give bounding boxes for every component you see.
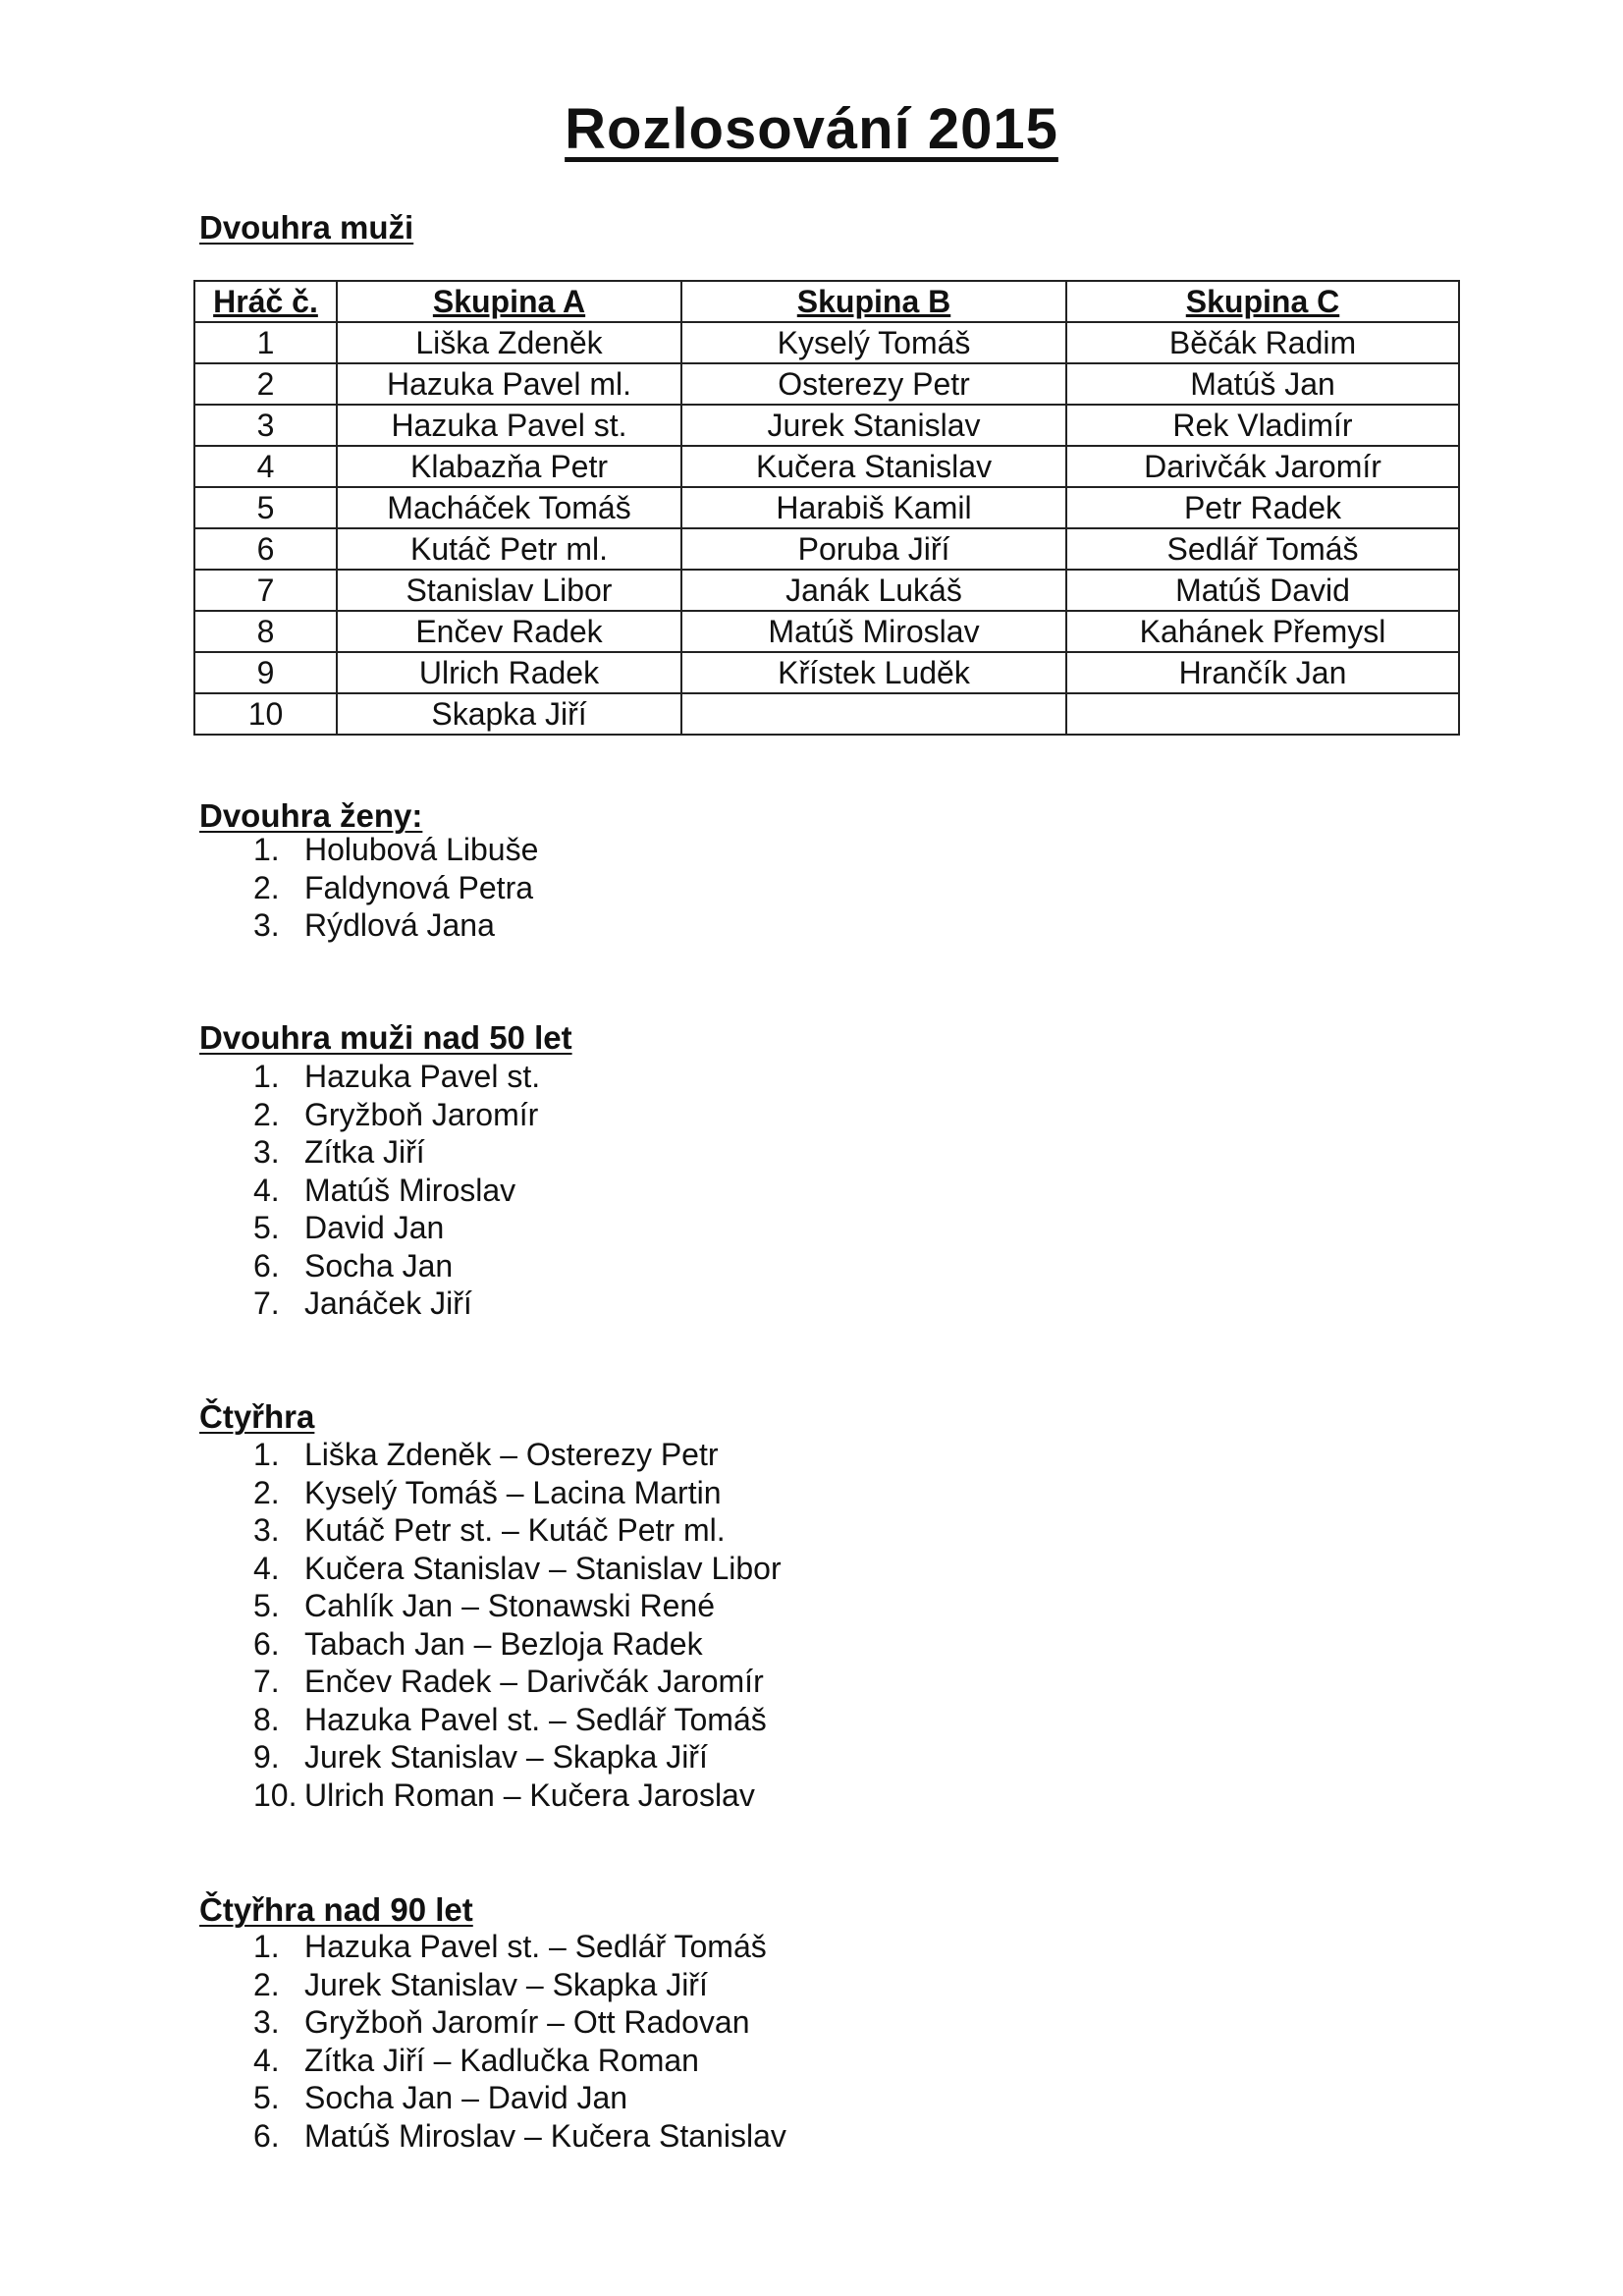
list-item-name: Zítka Jiří – Kadlučka Roman — [304, 2042, 699, 2078]
list-item-name: Jurek Stanislav – Skapka Jiří — [304, 1739, 708, 1775]
list-item-name: Cahlík Jan – Stonawski René — [304, 1588, 715, 1623]
list-item-name: Matúš Miroslav — [304, 1172, 516, 1208]
player-name-cell: Ulrich Radek — [337, 652, 681, 693]
table-header-row — [194, 281, 1459, 322]
list-item-number: 6. — [253, 1247, 280, 1284]
list-item-name: Gryžboň Jaromír — [304, 1096, 539, 1132]
player-number-cell: 1 — [194, 322, 337, 363]
player-number-cell: 8 — [194, 611, 337, 652]
list-item-number: 2. — [253, 869, 280, 905]
player-name-cell: Kahánek Přemysl — [1066, 611, 1459, 652]
list-item-number: 6. — [253, 1625, 280, 1662]
player-name-cell: Klabazňa Petr — [337, 446, 681, 487]
list-item-name: Tabach Jan – Bezloja Radek — [304, 1625, 703, 1662]
list-item-number: 4. — [253, 1172, 280, 1208]
list-item-name: Holubová Libuše — [304, 832, 539, 867]
player-name-cell: Enčev Radek — [337, 611, 681, 652]
player-name-cell: Jurek Stanislav — [681, 405, 1066, 446]
list-item-name: Liška Zdeněk – Osterezy Petr — [304, 1437, 719, 1472]
player-name-cell — [1066, 693, 1459, 735]
player-name-cell: Křístek Luděk — [681, 652, 1066, 693]
list-item-name: David Jan — [304, 1210, 445, 1245]
list-item — [253, 1777, 782, 1815]
list-item — [253, 2003, 786, 2042]
player-name-cell: Skapka Jiří — [337, 693, 681, 735]
list-item-number: 1. — [253, 832, 280, 867]
list-item-number: 2. — [253, 1966, 280, 2002]
player-number-cell: 7 — [194, 570, 337, 611]
list-item-name: Jurek Stanislav – Skapka Jiří — [304, 1966, 708, 2002]
list-item-name: Matúš Miroslav – Kučera Stanislav — [304, 2117, 786, 2154]
list-item-name: Faldynová Petra — [304, 869, 534, 905]
player-name-cell: Janák Lukáš — [681, 570, 1066, 611]
list-item-name: Gryžboň Jaromír – Ott Radovan — [304, 2004, 750, 2040]
player-number-cell: 10 — [194, 693, 337, 735]
player-number-cell: 9 — [194, 652, 337, 693]
list-item — [253, 906, 538, 945]
player-name-cell: Matúš Miroslav — [681, 611, 1066, 652]
player-name-cell: Macháček Tomáš — [337, 487, 681, 528]
column-header: Skupina A — [337, 281, 681, 322]
list-item-number: 5. — [253, 1210, 280, 1245]
list-item — [253, 1436, 782, 1474]
list-item-number: 5. — [253, 2080, 280, 2115]
list-item-number: 1. — [253, 1437, 280, 1472]
list-item-number: 6. — [253, 2117, 280, 2154]
list-item — [253, 831, 538, 869]
list-item — [253, 1247, 540, 1285]
player-name-cell: Sedlář Tomáš — [1066, 528, 1459, 570]
column-header: Skupina C — [1066, 281, 1459, 322]
list-item-name: Hazuka Pavel st. – Sedlář Tomáš — [304, 1929, 767, 1964]
list-item-name: Kučera Stanislav – Stanislav Libor — [304, 1550, 782, 1586]
player-number-cell: 5 — [194, 487, 337, 528]
list-item — [253, 1550, 782, 1588]
table-row — [194, 446, 1459, 487]
list-item-name: Kyselý Tomáš – Lacina Martin — [304, 1474, 722, 1510]
list-item-name: Rýdlová Jana — [304, 907, 495, 943]
player-name-cell: Kučera Stanislav — [681, 446, 1066, 487]
list-item — [253, 1701, 782, 1739]
page-title: Rozlosování 2015 — [565, 97, 1058, 161]
column-header: Hráč č. — [194, 281, 337, 322]
list-item-name: Janáček Jiří — [304, 1285, 472, 1321]
list-item-name: Ulrich Roman – Kučera Jaroslav — [304, 1777, 755, 1813]
list-item-name: Kutáč Petr st. – Kutáč Petr ml. — [304, 1512, 726, 1548]
list-item-number: 4. — [253, 2042, 280, 2078]
list-item-number: 1. — [253, 1929, 280, 1964]
list-item-number: 3. — [253, 1134, 280, 1170]
player-name-cell: Harabiš Kamil — [681, 487, 1066, 528]
table-row — [194, 652, 1459, 693]
doubles-heading: Čtyřhra — [199, 1398, 315, 1435]
player-name-cell: Osterezy Petr — [681, 363, 1066, 405]
list-item-number: 3. — [253, 1512, 280, 1548]
list-item-number: 7. — [253, 1285, 280, 1321]
list-item — [253, 869, 538, 907]
list-item — [253, 1172, 540, 1210]
list-item-number: 1. — [253, 1059, 280, 1094]
list-item — [253, 2117, 786, 2156]
list-item-number: 3. — [253, 907, 280, 943]
list-item-name: Enčev Radek – Darivčák Jaromír — [304, 1664, 764, 1699]
list-item-number: 9. — [253, 1739, 280, 1775]
player-number-cell: 4 — [194, 446, 337, 487]
player-number-cell: 6 — [194, 528, 337, 570]
list-item-name: Hazuka Pavel st. — [304, 1059, 541, 1094]
list-item-number: 2. — [253, 1474, 280, 1510]
table-row — [194, 363, 1459, 405]
list-item — [253, 1663, 782, 1701]
list-item-name: Socha Jan — [304, 1247, 454, 1284]
player-name-cell: Liška Zdeněk — [337, 322, 681, 363]
list-item — [253, 1474, 782, 1512]
player-name-cell: Stanislav Libor — [337, 570, 681, 611]
player-name-cell: Darivčák Jaromír — [1066, 446, 1459, 487]
list-item — [253, 1928, 786, 1966]
table-row — [194, 528, 1459, 570]
women-singles-list — [253, 831, 538, 945]
men-over-50-heading: Dvouhra muži nad 50 let — [199, 1019, 572, 1056]
table-row — [194, 487, 1459, 528]
player-name-cell: Kutáč Petr ml. — [337, 528, 681, 570]
list-item-name: Hazuka Pavel st. – Sedlář Tomáš — [304, 1701, 767, 1737]
list-item-name: Zítka Jiří — [304, 1134, 425, 1170]
men-singles-heading: Dvouhra muži — [199, 209, 414, 246]
list-item-number: 8. — [253, 1701, 280, 1737]
player-name-cell: Hrančík Jan — [1066, 652, 1459, 693]
list-item — [253, 1133, 540, 1172]
list-item-number: 10. — [253, 1777, 298, 1813]
list-item — [253, 1511, 782, 1550]
player-name-cell: Petr Radek — [1066, 487, 1459, 528]
list-item-number: 2. — [253, 1096, 280, 1132]
list-item — [253, 1966, 786, 2004]
player-name-cell: Běčák Radim — [1066, 322, 1459, 363]
men-singles-table — [193, 280, 1460, 736]
table-row — [194, 570, 1459, 611]
list-item — [253, 2042, 786, 2080]
table-row — [194, 322, 1459, 363]
men-over-50-list — [253, 1058, 540, 1323]
list-item-number: 7. — [253, 1664, 280, 1699]
list-item — [253, 1587, 782, 1625]
list-item-name: Socha Jan – David Jan — [304, 2080, 628, 2115]
doubles-list — [253, 1436, 782, 1814]
women-singles-heading: Dvouhra ženy: — [199, 797, 423, 834]
table-row — [194, 405, 1459, 446]
table-row — [194, 611, 1459, 652]
list-item — [253, 1096, 540, 1134]
player-name-cell: Poruba Jiří — [681, 528, 1066, 570]
doubles-over-90-list — [253, 1928, 786, 2155]
list-item-number: 3. — [253, 2004, 280, 2040]
player-name-cell: Matúš Jan — [1066, 363, 1459, 405]
player-name-cell: Hazuka Pavel ml. — [337, 363, 681, 405]
list-item — [253, 1058, 540, 1096]
player-name-cell: Rek Vladimír — [1066, 405, 1459, 446]
player-name-cell: Kyselý Tomáš — [681, 322, 1066, 363]
player-number-cell: 2 — [194, 363, 337, 405]
doubles-over-90-heading: Čtyřhra nad 90 let — [199, 1891, 473, 1928]
list-item-number: 5. — [253, 1588, 280, 1623]
list-item — [253, 2079, 786, 2117]
list-item-number: 4. — [253, 1550, 280, 1586]
player-name-cell: Matúš David — [1066, 570, 1459, 611]
player-name-cell: Hazuka Pavel st. — [337, 405, 681, 446]
table-body — [194, 322, 1459, 735]
list-item — [253, 1209, 540, 1247]
player-name-cell — [681, 693, 1066, 735]
list-item — [253, 1285, 540, 1323]
player-number-cell: 3 — [194, 405, 337, 446]
list-item — [253, 1625, 782, 1664]
column-header: Skupina B — [681, 281, 1066, 322]
table-row — [194, 693, 1459, 735]
list-item — [253, 1738, 782, 1777]
